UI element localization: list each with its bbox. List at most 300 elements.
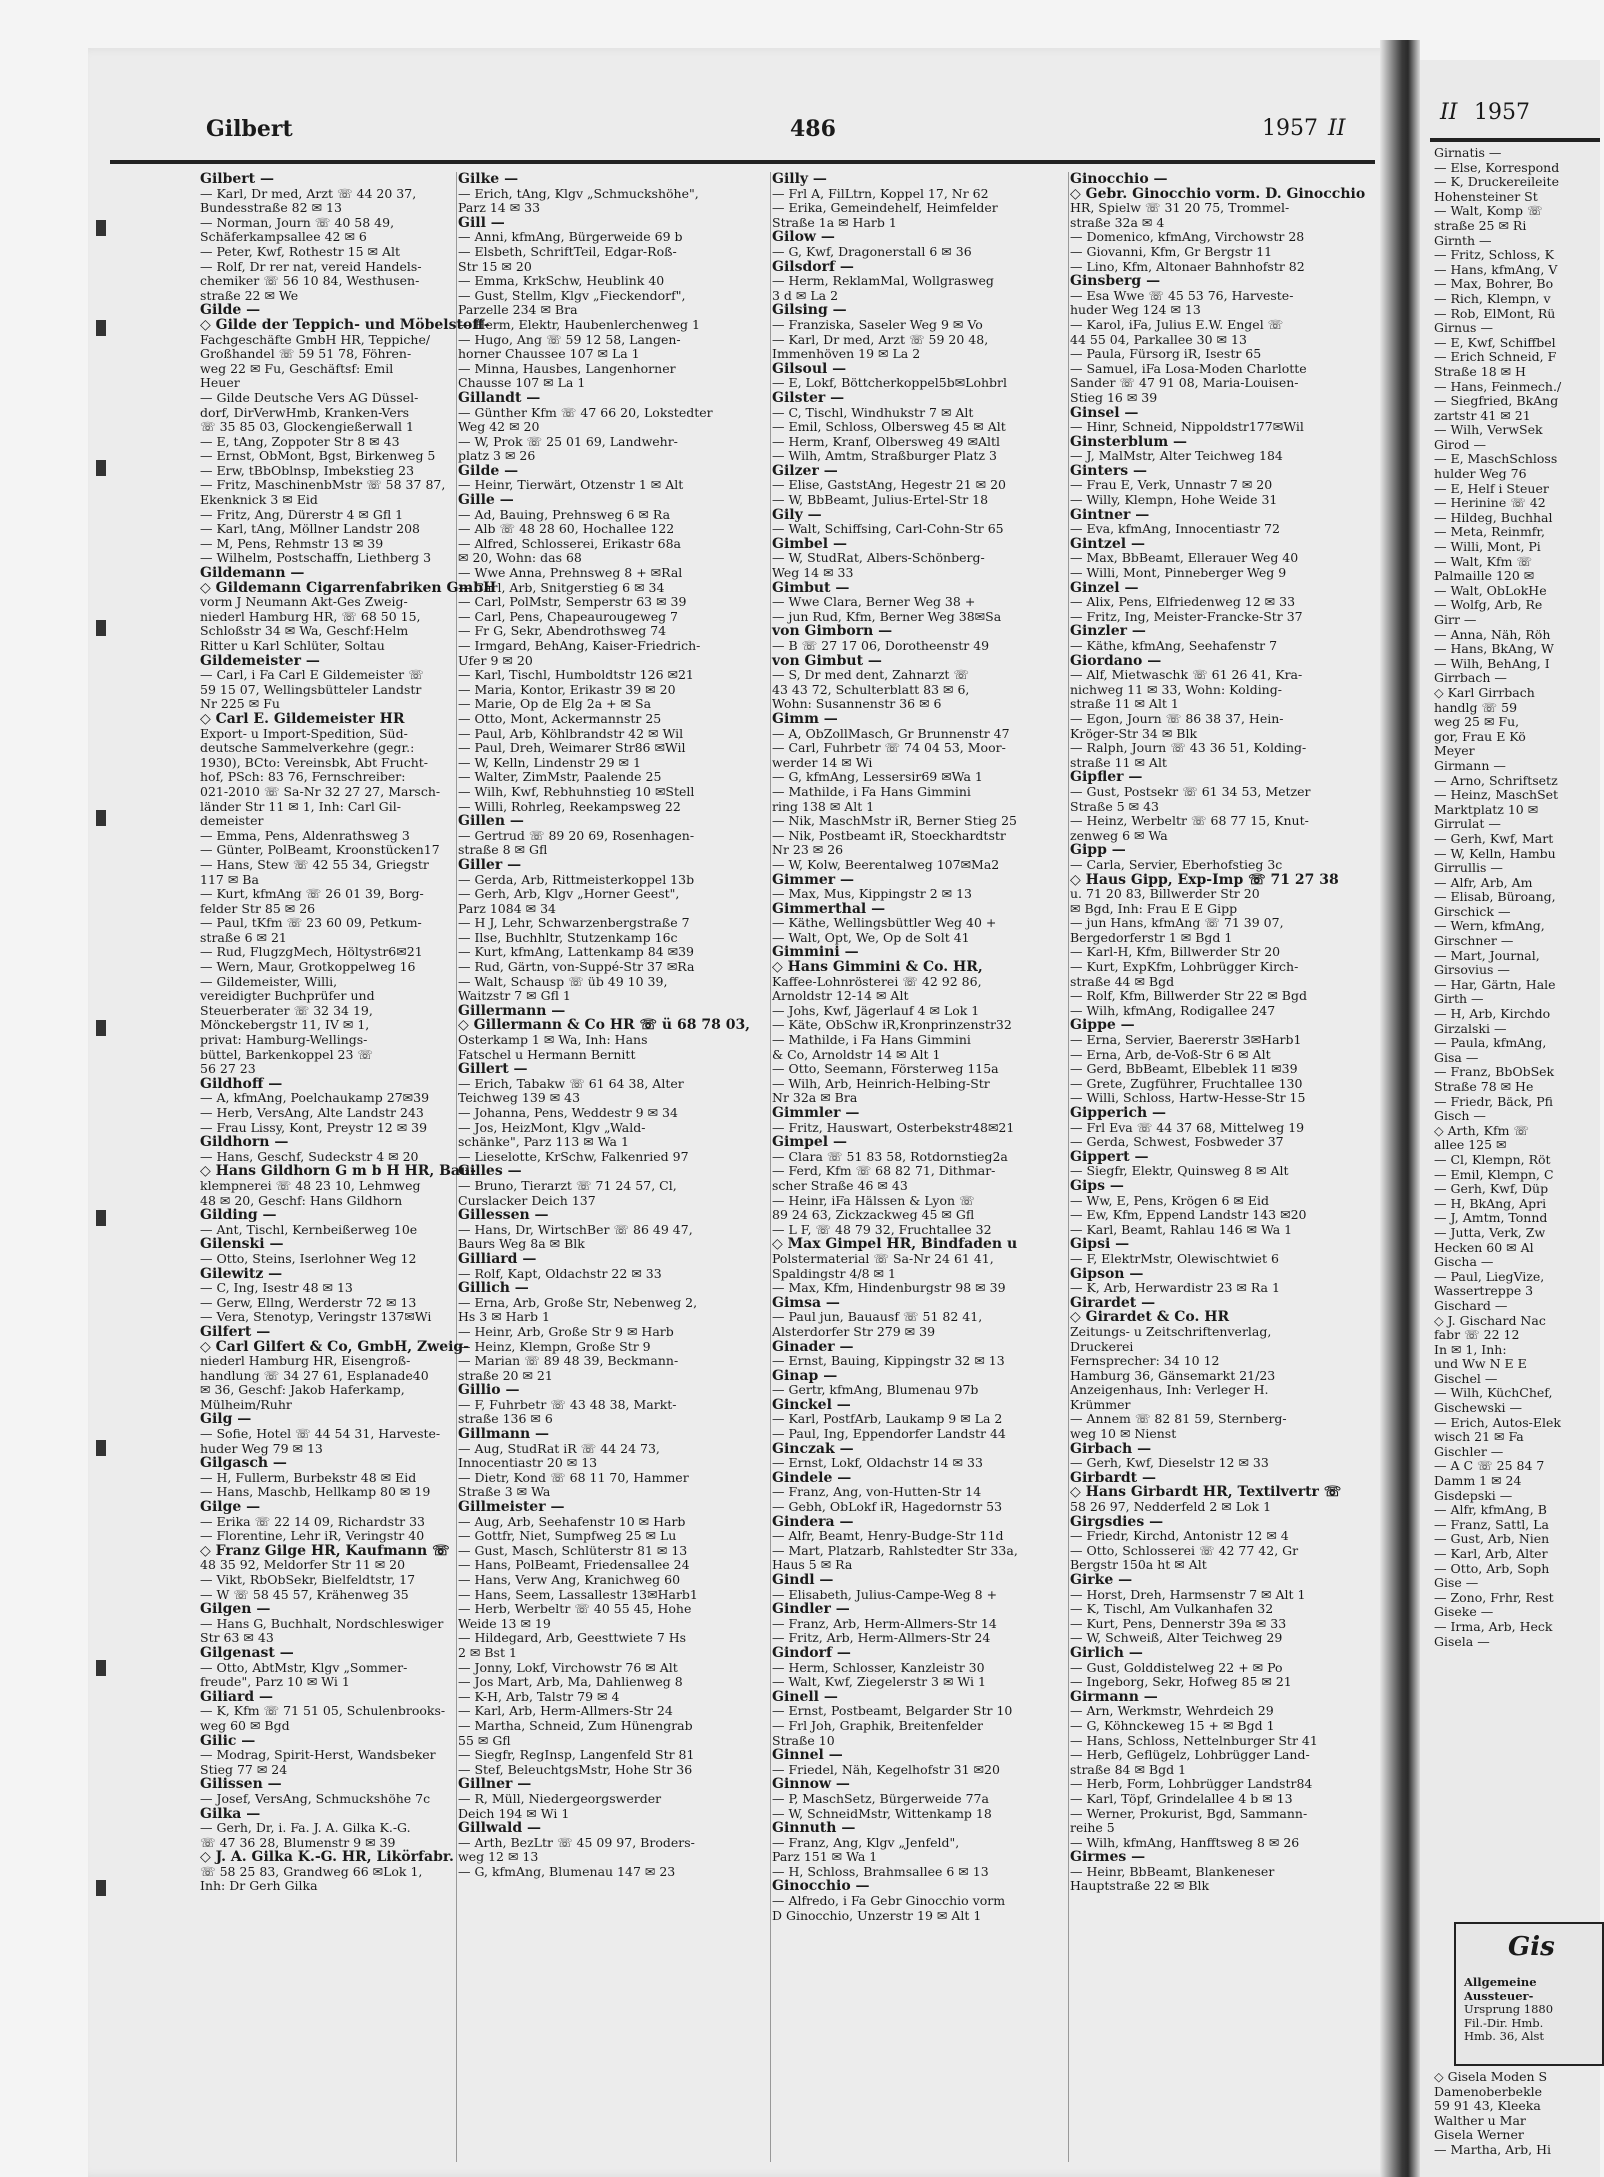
- entry-line: — Werner, Prokurist, Bgd, Sammann-: [1070, 1805, 1308, 1821]
- entry-line: — Vikt, RbObSekr, Bielfeldtstr, 17: [200, 1572, 416, 1587]
- firm-entry-line: ◇ Gillermann & Co HR ☏ ü 68 78 03,: [458, 1017, 751, 1034]
- entry-line: Fernsprecher: 34 10 12: [1070, 1353, 1220, 1369]
- entry-line: — Fritz, Hauswart, Osterbekstr48✉21: [772, 1119, 1015, 1135]
- firm-entry-line: ◇ Girardet & Co. HR: [1070, 1309, 1230, 1326]
- surname-heading: Gilow —: [772, 229, 835, 246]
- surname-heading: Gilewitz —: [200, 1265, 283, 1282]
- entry-line: freude", Parz 10 ✉ Wi 1: [200, 1674, 350, 1690]
- entry-line: — Karol, iFa, Julius E.W. Engel ☏: [1070, 316, 1284, 332]
- surname-heading: Gilde —: [200, 302, 261, 319]
- surname-heading: Girmann —: [1070, 1688, 1158, 1705]
- entry-line: 59 15 07, Wellingsbütteler Landstr: [200, 681, 422, 697]
- entry-line: fabr ☏ 22 12: [1434, 1327, 1520, 1343]
- entry-line: — Günther Kfm ☏ 47 66 20, Lokstedter: [458, 404, 713, 420]
- ad-line: Aussteuer-: [1464, 1988, 1534, 2003]
- surname-heading: Gindl —: [772, 1572, 834, 1588]
- firm-entry-line: ◇ Hans Gildhorn G m b H HR, Bau-: [200, 1163, 476, 1180]
- entry-line: — W, SchneidMstr, Wittenkamp 18: [772, 1805, 992, 1821]
- entry-line: — Eva, kfmAng, Innocentiastr 72: [1070, 521, 1280, 537]
- surname-heading: Gimm —: [772, 710, 838, 727]
- entry-line: — W ☏ 58 45 57, Krähenweg 35: [200, 1586, 409, 1602]
- entry-line: ✉ Bgd, Inh: Frau E E Gipp: [1070, 900, 1238, 916]
- entry-line: — Bruno, Tierarzt ☏ 71 24 57, Cl,: [458, 1177, 677, 1193]
- entry-line: demeister: [200, 813, 264, 829]
- entry-line: — E, Lokf, Böttcherkoppel5b✉Lohbrl: [772, 375, 1008, 391]
- entry-line: Bergstr 150a ht ✉ Alt: [1070, 1557, 1207, 1573]
- entry-line: — Clara ☏ 51 83 58, Rotdornstieg2a: [772, 1148, 1008, 1164]
- entry-line: — Wern, kfmAng,: [1434, 918, 1545, 934]
- entry-line: Inh: Dr Gerh Gilka: [200, 1878, 318, 1894]
- right-header-volume: II: [1440, 100, 1458, 125]
- entry-line: — Horst, Dreh, Harmsenstr 7 ✉ Alt 1: [1070, 1586, 1306, 1602]
- surname-heading: Ginader —: [772, 1338, 854, 1355]
- entry-line: — Walt, Schausp ☏ üb 49 10 39,: [458, 973, 668, 989]
- entry-line: — Gust, Postsekr ☏ 61 34 53, Metzer: [1070, 783, 1311, 799]
- entry-line: — Max, Bohrer, Bo: [1434, 276, 1554, 292]
- entry-line: 56 27 23: [200, 1061, 256, 1077]
- entry-line: — Wilhelm, Postschaffn, Liethberg 3: [200, 550, 432, 566]
- entry-line: — H J, Lehr, Schwarzenbergstraße 7: [458, 915, 690, 931]
- entry-line: — Heinr, Arb, Große Str 9 ✉ Harb: [458, 1323, 674, 1339]
- entry-line: weg 10 ✉ Nienst: [1070, 1426, 1177, 1442]
- surname-heading: Ginap —: [772, 1367, 838, 1384]
- entry-line: straße 136 ✉ 6: [458, 1411, 553, 1427]
- surname-heading: Gillmeister —: [458, 1499, 565, 1516]
- entry-line: — Hinr, Schneid, Nippoldstr177✉Wil: [1070, 419, 1304, 435]
- entry-line: — Fritz, Ang, Dürerstr 4 ✉ Gfl 1: [200, 506, 404, 522]
- entry-line: — Willy, Klempn, Hohe Weide 31: [1070, 492, 1278, 508]
- header-rule: [1430, 138, 1600, 142]
- entry-line: 48 ✉ 20, Geschf: Hans Gildhorn: [200, 1192, 403, 1208]
- entry-line: ✉ 20, Wohn: das 68: [458, 550, 582, 566]
- surname-heading: Gischard —: [1434, 1297, 1508, 1313]
- surname-heading: Ginocchio —: [1070, 171, 1168, 187]
- entry-line: — K, Tischl, Am Vulkanhafen 32: [1070, 1601, 1274, 1617]
- entry-line: — Paula, kfmAng,: [1434, 1035, 1547, 1051]
- entry-line: — Ernst, Bauing, Kippingstr 32 ✉ 13: [772, 1353, 1005, 1369]
- entry-line: straße 32a ✉ 4: [1070, 214, 1165, 230]
- entry-line: Spaldingstr 4/8 ✉ 1: [772, 1265, 896, 1281]
- surname-heading: Girod —: [1434, 436, 1486, 452]
- surname-heading: Gilbert —: [200, 171, 275, 187]
- entry-line: Hecken 60 ✉ Al: [1434, 1239, 1534, 1255]
- entry-line: D Ginocchio, Unzerstr 19 ✉ Alt 1: [772, 1907, 982, 1923]
- entry-line: — Frau E, Verk, Unnastr 7 ✉ 20: [1070, 477, 1273, 493]
- surname-heading: Gilsoul —: [772, 360, 847, 377]
- surname-heading: Gilgen —: [200, 1601, 271, 1618]
- entry-line: — F, ElektrMstr, Olewischtwiet 6: [1070, 1250, 1279, 1266]
- entry-line: Bergedorferstr 1 ✉ Bgd 1: [1070, 929, 1233, 945]
- entry-line: — Martha, Arb, Hi: [1434, 2141, 1552, 2157]
- entry-line: — Erich Schneid, F: [1434, 349, 1557, 365]
- surname-heading: Gimsa —: [772, 1294, 840, 1311]
- entry-line: — Josef, VersAng, Schmuckshöhe 7c: [200, 1790, 431, 1806]
- surname-heading: von Gimbut —: [772, 652, 882, 669]
- entry-line: — Stef, BeleuchtgsMstr, Hohe Str 36: [458, 1761, 693, 1777]
- entry-line: — Carl, i Fa Carl E Gildemeister ☏: [200, 667, 424, 683]
- margin-thumb-marks: [96, 200, 110, 2100]
- entry-line: Parz 151 ✉ Wa 1: [772, 1849, 878, 1865]
- entry-line: Damenoberbekle: [1434, 2083, 1543, 2099]
- entry-line: — Egon, Journ ☏ 86 38 37, Hein-: [1070, 710, 1284, 726]
- firm-entry-line: ◇ Gisela Moden S: [1434, 2069, 1548, 2084]
- entry-line: — Elisab, Büroang,: [1434, 889, 1556, 905]
- surname-heading: Gillio —: [458, 1382, 520, 1399]
- entry-line: — Hans, Schloss, Nettelnburger Str 41: [1070, 1732, 1318, 1748]
- entry-line: schänke", Parz 113 ✉ Wa 1: [458, 1134, 629, 1150]
- entry-line: — Paul, Dreh, Weimarer Str86 ✉Wil: [458, 740, 686, 756]
- entry-line: — Aug, StudRat iR ☏ 44 24 73,: [458, 1440, 660, 1456]
- entry-line: — Herb, VersAng, Alte Landstr 243: [200, 1105, 424, 1120]
- page-header: [110, 108, 1375, 164]
- entry-line: — Hildeg, Buchhal: [1434, 509, 1553, 525]
- entry-line: straße 25 ✉ Ri: [1434, 217, 1527, 233]
- entry-line: klempnerei ☏ 48 23 10, Lehmweg: [200, 1177, 421, 1193]
- entry-line: 89 24 63, Zickzackweg 45 ✉ Gfl: [772, 1207, 975, 1223]
- entry-line: — Walter, ZimMstr, Paalende 25: [458, 769, 662, 785]
- entry-line: — Kurt, ExpKfm, Lohbrügger Kirch-: [1070, 959, 1299, 975]
- surname-heading: Giller —: [458, 856, 522, 873]
- entry-line: Parz 1084 ✉ 34: [458, 900, 556, 916]
- surname-heading: Gimbel —: [772, 535, 847, 552]
- entry-line: Nr 225 ✉ Fu: [200, 696, 280, 712]
- surname-heading: Gischler —: [1434, 1443, 1504, 1459]
- entry-line: — Frl Eva ☏ 44 37 68, Mittelweg 19: [1070, 1119, 1305, 1135]
- surname-heading: Girke —: [1070, 1572, 1133, 1588]
- surname-heading: Girnatis —: [1434, 145, 1502, 160]
- entry-line: — Frau Lissy, Kont, Preystr 12 ✉ 39: [200, 1119, 428, 1135]
- surname-heading: Gips —: [1070, 1177, 1124, 1194]
- entry-line: — Har, Gärtn, Hale: [1434, 976, 1556, 992]
- surname-heading: Girrulat —: [1434, 816, 1501, 832]
- entry-line: — Franz, Sattl, La: [1434, 1516, 1549, 1532]
- entry-line: — Mathilde, i Fa Hans Gimmini: [772, 1032, 971, 1048]
- entry-line: — Walt, ObLokHe: [1434, 582, 1547, 598]
- entry-line: — Carl, Pens, Chapeaurougeweg 7: [458, 608, 679, 624]
- entry-line: — E, Helf i Steuer: [1434, 480, 1549, 496]
- entry-line: — Fritz, Schloss, K: [1434, 247, 1554, 263]
- surname-heading: Gimmer —: [772, 871, 855, 888]
- entry-line: — Gerd, BbBeamt, Elbeblek 11 ✉39: [1070, 1061, 1298, 1077]
- entry-line: — Gildemeister, Willi,: [200, 973, 338, 989]
- entry-line: — Rud, FlugzgMech, Höltystr6✉21: [200, 944, 423, 960]
- surname-heading: Girbardt —: [1070, 1469, 1157, 1486]
- entry-line: Krümmer: [1070, 1396, 1131, 1412]
- entry-line: — Paul, Arb, Köhlbrandstr 42 ✉ Wil: [458, 725, 684, 741]
- entry-line: — Karl, Beamt, Rahlau 146 ✉ Wa 1: [1070, 1221, 1293, 1237]
- entry-line: — Domenico, kfmAng, Virchowstr 28: [1070, 229, 1305, 245]
- firm-entry-line: ◇ Carl E. Gildemeister HR: [200, 710, 405, 727]
- entry-line: — H, Schloss, Brahmsallee 6 ✉ 13: [772, 1863, 989, 1879]
- surname-heading: Gimmerthal —: [772, 900, 886, 917]
- entry-line: — G, Kwf, Dragonerstall 6 ✉ 36: [772, 243, 972, 259]
- entry-line: Deich 194 ✉ Wi 1: [458, 1805, 570, 1821]
- directory-column-right: [1434, 146, 1604, 1649]
- surname-heading: Ginnel —: [772, 1747, 843, 1764]
- entry-line: — Rich, Klempn, v: [1434, 290, 1551, 306]
- entry-line: — Emma, Pens, Aldenrathsweg 3: [200, 827, 410, 843]
- entry-line: — Wilh, VerwSek: [1434, 422, 1543, 438]
- surname-heading: Girzalski —: [1434, 1020, 1507, 1036]
- surname-heading: Gipsi —: [1070, 1236, 1130, 1253]
- entry-line: — Karl, tAng, Möllner Landstr 208: [200, 521, 421, 537]
- entry-line: — Hans, kfmAng, V: [1434, 261, 1558, 277]
- surname-heading: Gintner —: [1070, 506, 1150, 523]
- entry-line: — Wilh, Kwf, Rebhuhnstieg 10 ✉Stell: [458, 783, 695, 799]
- surname-heading: Gilster —: [772, 389, 845, 406]
- entry-line: — Siegfr, RegInsp, Langenfeld Str 81: [458, 1747, 695, 1763]
- entry-line: Straße 1a ✉ Harb 1: [772, 214, 897, 230]
- entry-line: — Max, Mus, Kippingstr 2 ✉ 13: [772, 886, 972, 902]
- entry-line: weg 60 ✉ Bgd: [200, 1717, 290, 1733]
- entry-line: — Vera, Stenotyp, Veringstr 137✉Wi: [200, 1309, 432, 1325]
- surname-heading: Ginters —: [1070, 462, 1147, 479]
- header-volume: II: [1328, 116, 1346, 141]
- entry-line: Weg 42 ✉ 20: [458, 419, 540, 435]
- entry-line: — Jonny, Lokf, Virchowstr 76 ✉ Alt: [458, 1659, 678, 1675]
- entry-line: platz 3 ✉ 26: [458, 448, 536, 464]
- entry-line: — Johanna, Pens, Weddestr 9 ✉ 34: [458, 1105, 678, 1120]
- entry-line: — Siegfried, BkAng: [1434, 393, 1559, 409]
- entry-line: straße 6 ✉ 21: [200, 929, 287, 945]
- entry-line: gor, Frau E Kö: [1434, 728, 1526, 744]
- surname-heading: Gimbut —: [772, 579, 850, 596]
- entry-line: — K, Kfm ☏ 71 51 05, Schulenbrooks-: [200, 1703, 446, 1719]
- entry-line: — J, MalMstr, Alter Teichweg 184: [1070, 448, 1283, 464]
- surname-heading: Gischewski —: [1434, 1400, 1523, 1416]
- entry-line: — Gertrud ☏ 89 20 69, Rosenhagen-: [458, 827, 695, 843]
- firm-entry-line: ◇ Franz Gilge HR, Kaufmann ☏: [200, 1542, 450, 1559]
- directory-columns: [200, 172, 1370, 2162]
- entry-line: reihe 5: [1070, 1820, 1115, 1836]
- entry-line: — Elisabeth, Julius-Campe-Weg 8 +: [772, 1586, 998, 1602]
- entry-line: 58 26 97, Nedderfeld 2 ✉ Lok 1: [1070, 1499, 1272, 1515]
- entry-line: — jun Rud, Kfm, Berner Weg 38✉Sa: [772, 608, 1002, 624]
- surname-heading: Girgsdies —: [1070, 1513, 1164, 1530]
- firm-entry-line: ◇ Hans Gimmini & Co. HR,: [772, 959, 983, 976]
- advertisement-box: [1454, 1922, 1604, 2066]
- entry-line: — Erich, Autos-Elek: [1434, 1414, 1561, 1430]
- entry-line: — Emil, Klempn, C: [1434, 1166, 1554, 1182]
- entry-line: allee 125 ✉: [1434, 1137, 1507, 1153]
- entry-line: — Herm, Schlosser, Kanzleistr 30: [772, 1659, 985, 1675]
- entry-line: wisch 21 ✉ Fa: [1434, 1429, 1524, 1445]
- entry-line: — Mart, Platzarb, Rahlstedter Str 33a,: [772, 1542, 1018, 1558]
- entry-line: — H, Fullerm, Burbekstr 48 ✉ Eid: [200, 1469, 417, 1485]
- entry-line: — Erw, tBbOblnsp, Imbekstieg 23: [200, 462, 415, 478]
- entry-line: — Heinr, Tierwärt, Otzenstr 1 ✉ Alt: [458, 477, 684, 493]
- entry-line: — Franz, Arb, Herm-Allmers-Str 14: [772, 1615, 997, 1631]
- entry-line: Anzeigenhaus, Inh: Verleger H.: [1070, 1382, 1269, 1398]
- entry-line: — Gottfr, Niet, Sumpfweg 25 ✉ Lu: [458, 1528, 677, 1544]
- entry-line: u. 71 20 83, Billwerder Str 20: [1070, 886, 1260, 902]
- entry-line: — Otto, Mont, Ackermannstr 25: [458, 710, 662, 726]
- surname-heading: Girardet —: [1070, 1294, 1156, 1311]
- surname-heading: Gisdepski —: [1434, 1487, 1513, 1503]
- entry-line: Teichweg 139 ✉ 43: [458, 1090, 581, 1106]
- surname-heading: Gimmler —: [772, 1105, 860, 1121]
- entry-line: — Erich, Tabakw ☏ 61 64 38, Alter: [458, 1075, 684, 1091]
- entry-line: — Max, Kfm, Hindenburgstr 98 ✉ 39: [772, 1280, 1006, 1296]
- entry-line: — Hans, PolBeamt, Friedensallee 24: [458, 1557, 690, 1573]
- entry-line: — Gust, Arb, Nien: [1434, 1531, 1550, 1547]
- entry-line: — Anni, kfmAng, Bürgerweide 69 b: [458, 229, 683, 245]
- entry-line: scher Straße 46 ✉ 43: [772, 1177, 908, 1193]
- entry-line: — Mathilde, i Fa Hans Gimmini: [772, 783, 971, 799]
- surname-heading: Gipfler —: [1070, 769, 1143, 786]
- entry-line: Wassertreppe 3: [1434, 1283, 1534, 1299]
- entry-line: — H, BkAng, Apri: [1434, 1195, 1547, 1211]
- entry-line: — Paul, tKfm ☏ 23 60 09, Petkum-: [200, 915, 422, 931]
- entry-line: ☏ 35 85 03, Glockengießerwall 1: [200, 419, 414, 435]
- entry-line: Mülheim/Ruhr: [200, 1396, 292, 1412]
- surname-heading: Gischel —: [1434, 1370, 1498, 1386]
- directory-column-4: [1070, 172, 1370, 2162]
- entry-line: 44 55 04, Parkallee 30 ✉ 13: [1070, 331, 1247, 347]
- entry-line: — Kurt, kfmAng ☏ 26 01 39, Borg-: [200, 886, 424, 902]
- entry-line: — Gerh, Dr, i. Fa. J. A. Gilka K.-G.: [200, 1820, 411, 1836]
- surname-heading: Girnth —: [1434, 232, 1492, 248]
- entry-line: hulder Weg 76: [1434, 466, 1527, 482]
- entry-line: — Karl-H, Kfm, Billwerder Str 20: [1070, 944, 1281, 960]
- entry-line: — Ew, Kfm, Eppend Landstr 143 ✉20: [1070, 1207, 1307, 1223]
- entry-line: 3 d ✉ La 2: [772, 287, 839, 303]
- surname-heading: Gilsdorf —: [772, 258, 854, 275]
- entry-line: — Walt, Kfm ☏: [1434, 553, 1533, 569]
- entry-line: Stieg 77 ✉ 24: [200, 1761, 288, 1777]
- surname-heading: Gilzer —: [772, 462, 838, 479]
- entry-line: Hamburg 36, Gänsemarkt 21/23: [1070, 1367, 1276, 1383]
- entry-line: — Käthe, Wellingsbüttler Weg 40 +: [772, 915, 997, 931]
- entry-line: — Franz, Ang, von-Hutten-Str 14: [772, 1484, 982, 1500]
- entry-line: — Otto, Steins, Iserlohner Weg 12: [200, 1250, 417, 1266]
- entry-line: — Paul jun, Bauausf ☏ 51 82 41,: [772, 1309, 983, 1325]
- entry-line: chemiker ☏ 56 10 84, Westhusen-: [200, 273, 420, 289]
- entry-line: — S, Dr med dent, Zahnarzt ☏: [772, 667, 970, 683]
- entry-line: — Walt, Opt, We, Op de Solt 41: [772, 929, 970, 945]
- entry-line: — Wilh, Amtm, Straßburger Platz 3: [772, 448, 997, 464]
- directory-column-2: [458, 171, 751, 2162]
- entry-line: — Hans G, Buchhalt, Nordschleswiger: [200, 1615, 444, 1631]
- entry-line: vorm J Neumann Akt-Ges Zweig-: [200, 594, 408, 610]
- surname-heading: Gippert —: [1070, 1148, 1149, 1165]
- entry-line: — Friedr, Kirchd, Antonistr 12 ✉ 4: [1070, 1528, 1289, 1544]
- surname-heading: Ginzler —: [1070, 623, 1146, 640]
- entry-line: — Gertr, kfmAng, Blumenau 97b: [772, 1382, 979, 1398]
- entry-line: — Else, Korrespond: [1434, 159, 1560, 175]
- entry-line: — Rolf, Kapt, Oldachstr 22 ✉ 33: [458, 1265, 662, 1281]
- entry-line: — Otto, Seemann, Försterweg 115a: [772, 1061, 999, 1077]
- entry-line: — Elise, GaststAng, Hegestr 21 ✉ 20: [772, 477, 1007, 493]
- entry-line: — Wwe Anna, Prehnsweg 8 + ✉Ral: [458, 565, 683, 581]
- surname-heading: Gille —: [458, 492, 514, 509]
- entry-line: — Karl, Arb, Herm-Allmers-Str 24: [458, 1703, 673, 1719]
- entry-line: — Alfr, Beamt, Henry-Budge-Str 11d: [772, 1528, 1004, 1544]
- entry-line: — Ralph, Journ ☏ 43 36 51, Kolding-: [1070, 740, 1307, 756]
- entry-line: — Erika ☏ 22 14 09, Richardstr 33: [200, 1513, 425, 1529]
- surname-heading: Gilgenast —: [200, 1644, 294, 1661]
- entry-line: Kröger-Str 34 ✉ Blk: [1070, 725, 1198, 741]
- entry-line: — Dietr, Kond ☏ 68 11 70, Hammer: [458, 1469, 689, 1485]
- entry-line: Ufer 9 ✉ 20: [458, 652, 533, 668]
- surname-heading: Giordano —: [1070, 652, 1162, 669]
- entry-line: — C, Ing, Isestr 48 ✉ 13: [200, 1280, 353, 1296]
- entry-line: 021-2010 ☏ Sa-Nr 32 27 27, Marsch-: [200, 783, 441, 799]
- entry-line: — A C ☏ 25 84 7: [1434, 1458, 1545, 1474]
- ad-line: Fil.-Dir. Hmb.: [1464, 2015, 1544, 2030]
- entry-line: — Karl, Dr med, Arzt ☏ 59 20 48,: [772, 331, 989, 347]
- entry-line: — Maria, Kontor, Erikastr 39 ✉ 20: [458, 681, 676, 697]
- entry-line: Weg 14 ✉ 33: [772, 565, 854, 581]
- entry-line: Kaffee-Lohnrösterei ☏ 42 92 86,: [772, 973, 982, 989]
- entry-line: huder Weg 79 ✉ 13: [200, 1440, 323, 1456]
- entry-line: — Ant, Tischl, Kernbeißerweg 10e: [200, 1221, 418, 1237]
- surname-heading: Gilding —: [200, 1207, 277, 1224]
- ad-text: [1464, 1976, 1553, 2044]
- entry-line: — Wilh, BehAng, I: [1434, 655, 1550, 671]
- entry-line: Hauptstraße 22 ✉ Blk: [1070, 1878, 1210, 1894]
- entry-line: — F, Fuhrbetr ☏ 43 48 38, Markt-: [458, 1396, 677, 1412]
- entry-line: — Wwe Clara, Berner Weg 38 +: [772, 594, 976, 610]
- surname-heading: Gimpel —: [772, 1134, 847, 1151]
- surname-heading: Gisela —: [1434, 1633, 1490, 1649]
- entry-line: — Paul, LiegVize,: [1434, 1268, 1545, 1284]
- entry-line: — Ilse, Buchhltr, Stutzenkamp 16c: [458, 929, 678, 945]
- entry-line: straße 22 ✉ We: [200, 287, 299, 303]
- entry-line: — Carl, Fuhrbetr ☏ 74 04 53, Moor-: [772, 740, 1006, 756]
- entry-line: — Rud, Gärtn, von-Suppé-Str 37 ✉Ra: [458, 959, 695, 975]
- entry-line: werder 14 ✉ Wi: [772, 754, 873, 770]
- entry-line: — K-H, Arb, Talstr 79 ✉ 4: [458, 1688, 620, 1704]
- entry-line: privat: Hamburg-Wellings-: [200, 1032, 368, 1048]
- firm-entry-line: ◇ J. A. Gilka K.-G. HR, Likörfabr.: [200, 1849, 454, 1866]
- entry-line: — Mart, Journal,: [1434, 947, 1540, 963]
- entry-line: — G, kfmAng, Lessersir69 ✉Wa 1: [772, 769, 983, 785]
- surname-heading: Gilic —: [200, 1732, 256, 1749]
- surname-heading: Gildhoff —: [200, 1075, 283, 1092]
- entry-line: — Hans, Verw Ang, Kranichweg 60: [458, 1572, 681, 1587]
- entry-line: Steuerberater ☏ 32 34 19,: [200, 1002, 373, 1018]
- entry-line: straße 11 ✉ Alt 1: [1070, 696, 1179, 712]
- surname-heading: Gilliard —: [458, 1250, 537, 1267]
- entry-line: ring 138 ✉ Alt 1: [772, 798, 875, 814]
- entry-line: — Modrag, Spirit-Herst, Wandsbeker: [200, 1747, 436, 1763]
- book-gutter: [1380, 40, 1420, 2177]
- entry-line: — Arn, Werkmstr, Wehrdeich 29: [1070, 1703, 1274, 1719]
- entry-line: — Franz, BbObSek: [1434, 1064, 1555, 1080]
- surname-heading: Girrbach —: [1434, 670, 1507, 686]
- firm-entry-line: ◇ Arth, Kfm ☏: [1434, 1122, 1530, 1138]
- surname-heading: Ginczak —: [772, 1440, 854, 1457]
- entry-line: — Friedr, Bäck, Pfi: [1434, 1093, 1553, 1109]
- entry-line: — Ad, Bauing, Prehnsweg 6 ✉ Ra: [458, 506, 671, 522]
- surname-heading: Gilenski —: [200, 1236, 284, 1253]
- entry-line: — K, Arb, Herwardistr 23 ✉ Ra 1: [1070, 1280, 1280, 1296]
- entry-line: — G, Köhnckeweg 15 + ✉ Bgd 1: [1070, 1717, 1275, 1733]
- entry-line: — Marian ☏ 89 48 39, Beckmann-: [458, 1353, 679, 1369]
- entry-line: 1930), BCto: Vereinsbk, Abt Frucht-: [200, 754, 429, 770]
- surname-heading: Ginnow —: [772, 1776, 850, 1793]
- entry-line: Haus 5 ✉ Ra: [772, 1557, 853, 1573]
- entry-line: Straße 5 ✉ 43: [1070, 798, 1160, 814]
- firm-entry-line: ◇ Karl Girrbach: [1434, 684, 1535, 700]
- surname-heading: Gily —: [772, 506, 822, 523]
- entry-line: — Irmgard, BehAng, Kaiser-Friedrich-: [458, 638, 701, 653]
- entry-line: — E, tAng, Zoppoter Str 8 ✉ 43: [200, 433, 400, 449]
- surname-heading: Gipson —: [1070, 1265, 1144, 1282]
- entry-line: — Minna, Hausbes, Langenhorner: [458, 360, 676, 376]
- entry-line: — Karl, Tischl, Humboldtstr 126 ✉21: [458, 667, 694, 683]
